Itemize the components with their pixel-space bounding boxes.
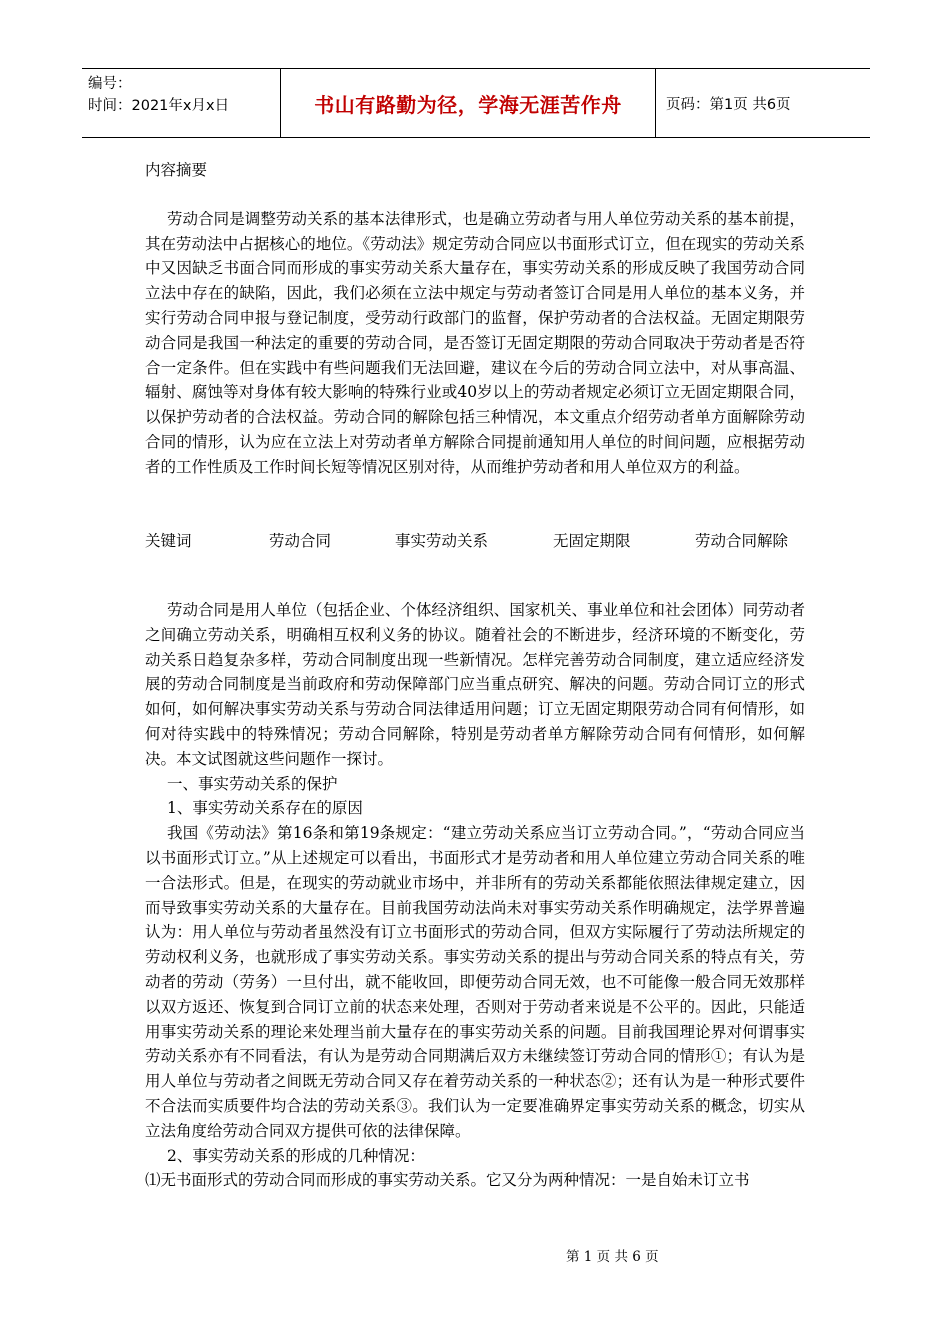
sub2-title: 2、事实劳动关系的形成的几种情况： [167, 1146, 425, 1165]
keywords-row [145, 529, 805, 551]
keyword-1: 劳动合同 [269, 532, 332, 550]
motto: 书山有路勤为径，学海无涯苦作舟 [281, 69, 656, 137]
sub1-title: 1、事实劳动关系存在的原因 [167, 799, 363, 818]
date-label: 时间：2021年x月x日 [88, 98, 230, 114]
intro-paragraph: 劳动合同是用人单位（包括企业、个体经济组织、国家机关、事业单位和社会团体）同劳动者之间确立劳动关系，明确相互权利义务的协议。随着社会的不断进步，经济环境的不断变化，劳动关系日趋复杂多样，劳动合同制度出现一些新情况。怎样完善劳动合同制度，建立适应经济发展的劳动合同制度是当前政府和劳动保障部门应当重点研究、解决的问题。劳动合同订立的形式如何，如何解决事实劳动关系与劳动合同法律适用问题；订立无固定期限劳动合同有何情形，如何对待实践中的特殊情况；劳动合同解除，特别是劳动者单方解除劳动合同有何情形，如何解决。本文试图就这些问题作一探讨。 [145, 601, 805, 768]
sub1-body: 我国《劳动法》第16条和第19条规定：“建立劳动关系应当订立劳动合同。”，“劳动合同应当以书面形式订立。”从上述规定可以看出，书面形式才是劳动者和用人单位建立劳动合同关系的唯一合法形式。但是，在现实的劳动就业市场中，并非所有的劳动关系都能依照法律规定建立，因而导致事实劳动关系的大量存在。目前我国劳动法尚未对事实劳动关系作明确规定，法学界普遍认为：用人单位与劳动者虽然没有订立书面形式的劳动合同，但双方实际履行了劳动法所规定的劳动权利义务，也就形成了事实劳动关系。事实劳动关系的提出与劳动合同关系的特点有关，劳动者的劳动（劳务）一旦付出，就不能收回，即便劳动合同无效，也不可能像一般合同无效那样以双方返还、恢复到合同订立前的状态来处理，否则对于劳动者来说是不公平的。因此，只能适用事实劳动关系的理论来处理当前大量存在的事实劳动关系的问题。目前我国理论界对何谓事实劳动关系亦有不同看法，有认为是劳动合同期满后双方未继续签订劳动合同的情形①；有认为是用人单位与劳动者之间既无劳动合同又存在着劳动关系的一种状态②；还有认为是一种形式要件不合法而实质要件均合法的劳动关系③。我们认为一定要准确界定事实劳动关系的概念，切实从立法角度给劳动合同双方提供可依的法律保障。 [145, 824, 805, 1140]
footer-page-number: 第 1 页 共 6 页 [566, 1249, 659, 1265]
page-label: 页码：第1页 共6页 [666, 96, 791, 113]
section1-title: 一、事实劳动关系的保护 [167, 774, 338, 793]
abstract-section [145, 158, 805, 480]
abstract-body: 劳动合同是调整劳动关系的基本法律形式，也是确立劳动者与用人单位劳动关系的基本前提，其在劳动法中占据核心的地位。《劳动法》规定劳动合同应以书面形式订立，但在现实的劳动关系中又因缺乏书面合同而形成的事实劳动关系大量存在，事实劳动关系的形成反映了我国劳动合同立法中存在的缺陷，因此，我们必须在立法中规定与劳动者签订合同是用人单位的基本义务，并实行劳动合同申报与登记制度，受劳动行政部门的监督，保护劳动者的合法权益。无固定期限劳动合同是我国一种法定的重要的劳动合同，是否签订无固定期限的劳动合同取决于劳动者是否符合一定条件。但在实践中有些问题我们无法回避，建议在今后的劳动合同立法中，对从事高温、辐射、腐蚀等对身体有较大影响的特殊行业或40岁以上的劳动者规定必须订立无固定期限合同，以保护劳动者的合法权益。劳动合同的解除包括三种情况，本文重点介绍劳动者单方面解除劳动合同的情形，认为应在立法上对劳动者单方解除合同提前通知用人单位的时间问题，应根据劳动者的工作性质及工作时间长短等情况区别对待，从而维护劳动者和用人单位双方的利益。 [145, 209, 805, 476]
body-section [145, 598, 805, 1193]
serial-label: 编号： [88, 76, 132, 92]
keyword-4: 劳动合同解除 [695, 532, 789, 550]
header-left-cell [82, 69, 281, 137]
keyword-2: 事实劳动关系 [395, 532, 489, 550]
page-header [82, 68, 870, 138]
keyword-3: 无固定期限 [553, 532, 631, 550]
keywords-label: 关键词 [145, 532, 192, 550]
sub2-body: ⑴无书面形式的劳动合同而形成的事实劳动关系。它又分为两种情况：一是自始未订立书 [145, 1171, 750, 1190]
abstract-title: 内容摘要 [145, 161, 208, 179]
